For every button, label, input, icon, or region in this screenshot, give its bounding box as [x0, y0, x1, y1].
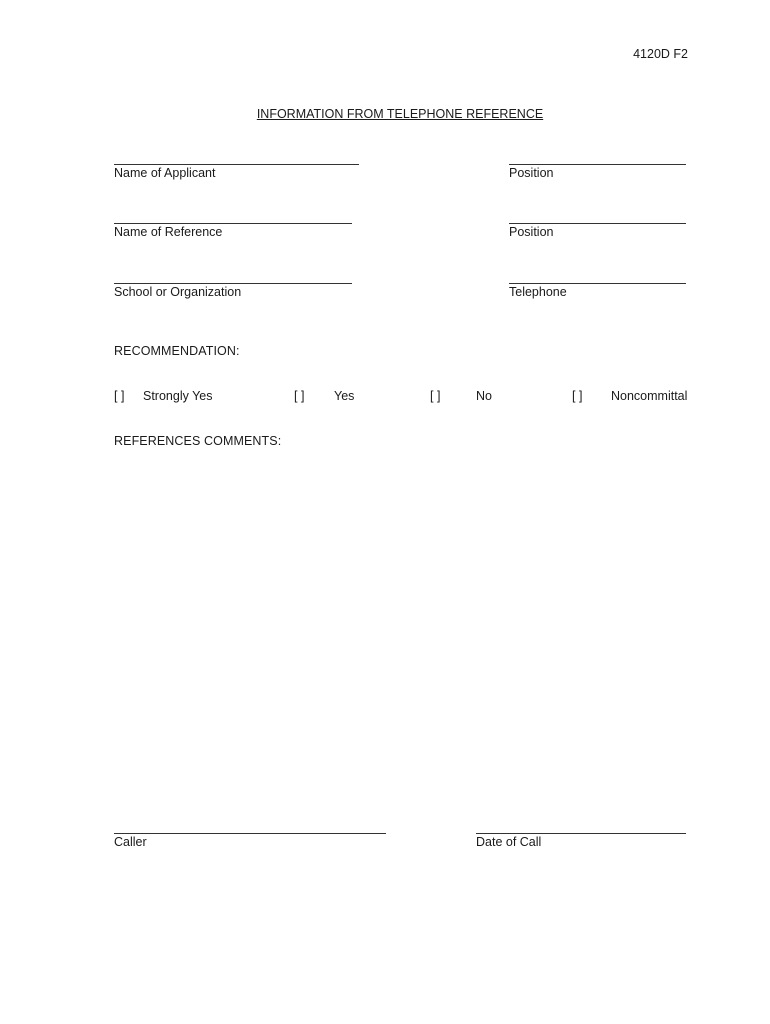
checkbox-noncommittal[interactable]: [ ] — [572, 389, 583, 403]
date-of-call-label: Date of Call — [476, 835, 542, 849]
comments-heading: REFERENCES COMMENTS: — [114, 434, 282, 448]
caller-line[interactable] — [114, 833, 386, 834]
applicant-name-label: Name of Applicant — [114, 166, 216, 180]
form-code: 4120D F2 — [633, 47, 688, 61]
reference-name-label: Name of Reference — [114, 225, 223, 239]
recommendation-heading: RECOMMENDATION: — [114, 344, 240, 358]
applicant-position-label: Position — [509, 166, 554, 180]
date-of-call-line[interactable] — [476, 833, 686, 834]
telephone-line[interactable] — [509, 283, 686, 284]
reference-position-label: Position — [509, 225, 554, 239]
applicant-position-line[interactable] — [509, 164, 686, 165]
checkbox-no[interactable]: [ ] — [430, 389, 441, 403]
option-yes-label: Yes — [334, 389, 355, 403]
organization-line[interactable] — [114, 283, 352, 284]
reference-name-line[interactable] — [114, 223, 352, 224]
option-strongly-yes-label: Strongly Yes — [143, 389, 213, 403]
option-no-label: No — [476, 389, 492, 403]
applicant-name-line[interactable] — [114, 164, 359, 165]
caller-label: Caller — [114, 835, 147, 849]
checkbox-strongly-yes[interactable]: [ ] — [114, 389, 125, 403]
option-noncommittal-label: Noncommittal — [611, 389, 688, 403]
checkbox-yes[interactable]: [ ] — [294, 389, 305, 403]
document-title: INFORMATION FROM TELEPHONE REFERENCE — [256, 107, 544, 121]
telephone-label: Telephone — [509, 285, 567, 299]
reference-position-line[interactable] — [509, 223, 686, 224]
organization-label: School or Organization — [114, 285, 242, 299]
comments-area[interactable] — [114, 456, 689, 806]
